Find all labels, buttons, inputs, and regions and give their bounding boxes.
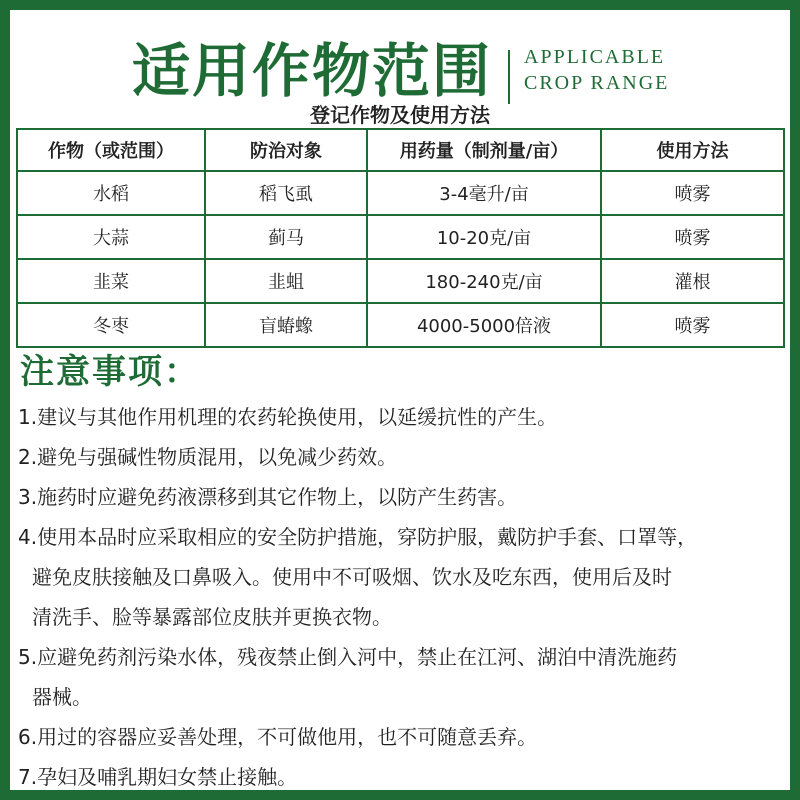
subtitle-line-1: APPLICABLE: [524, 46, 666, 68]
table-cell: 蓟马: [205, 215, 367, 259]
note-line: 5.应避免药剂污染水体，残夜禁止倒入河中，禁止在江河、湖泊中清洗施药: [18, 645, 678, 669]
table-cell: 喷雾: [601, 171, 784, 215]
notes-title: 注意事项：: [20, 352, 200, 392]
page-subtitle-en: [524, 44, 669, 96]
table-cell: 韭菜: [17, 259, 205, 303]
header: [10, 32, 790, 112]
column-header-target: 防治对象: [205, 129, 367, 171]
note-line: 7.孕妇及哺乳期妇女禁止接触。: [18, 765, 298, 789]
table-cell: 大蒜: [17, 215, 205, 259]
note-line: 器械。: [32, 685, 92, 709]
column-header-method: 使用方法: [601, 129, 784, 171]
table-cell: 10-20克/亩: [367, 215, 601, 259]
subtitle-line-2: CROP RANGE: [524, 72, 670, 94]
page-title: 适用作物范围: [132, 37, 493, 105]
list-item: [18, 757, 778, 797]
content-card: [10, 10, 790, 790]
note-line: 2.避免与强碱性物质混用，以免减少药效。: [18, 445, 398, 469]
note-line: 3.施药时应避免药液漂移到其它作物上，以防产生药害。: [18, 485, 518, 509]
table-row: [17, 171, 784, 215]
table-row: [17, 215, 784, 259]
table-cell: 冬枣: [17, 303, 205, 347]
list-item: [18, 517, 778, 637]
list-item: [18, 477, 778, 517]
table-cell: 韭蛆: [205, 259, 367, 303]
table-cell: 4000-5000倍液: [367, 303, 601, 347]
table-cell: 3-4毫升/亩: [367, 171, 601, 215]
list-item: [18, 637, 778, 717]
note-line: 1.建议与其他作用机理的农药轮换使用，以延缓抗性的产生。: [18, 405, 558, 429]
column-header-crop: 作物（或范围）: [17, 129, 205, 171]
list-item: [18, 437, 778, 477]
table-cell: 喷雾: [601, 303, 784, 347]
table-cell: 喷雾: [601, 215, 784, 259]
note-line: 避免皮肤接触及口鼻吸入。使用中不可吸烟、饮水及吃东西，使用后及时: [32, 565, 672, 589]
note-line: 6.用过的容器应妥善处理，不可做他用，也不可随意丢弃。: [18, 725, 538, 749]
note-line: 清洗手、脸等暴露部位皮肤并更换衣物。: [32, 605, 392, 629]
table-cell: 灌根: [601, 259, 784, 303]
list-item: [18, 397, 778, 437]
list-item: [18, 717, 778, 757]
table-row: [17, 259, 784, 303]
crop-table: [16, 128, 785, 348]
notes-list: [18, 397, 778, 797]
note-line: 4.使用本品时应采取相应的安全防护措施，穿防护服，戴防护手套、口罩等，: [18, 525, 698, 549]
column-header-dosage: 用药量（制剂量/亩）: [367, 129, 601, 171]
title-divider: [508, 50, 510, 104]
table-header-row: [17, 129, 784, 171]
table-cell: 水稻: [17, 171, 205, 215]
table-cell: 稻飞虱: [205, 171, 367, 215]
table-cell: 180-240克/亩: [367, 259, 601, 303]
table-cell: 盲蝽蟓: [205, 303, 367, 347]
table-caption: 登记作物及使用方法: [310, 103, 490, 127]
table-row: [17, 303, 784, 347]
